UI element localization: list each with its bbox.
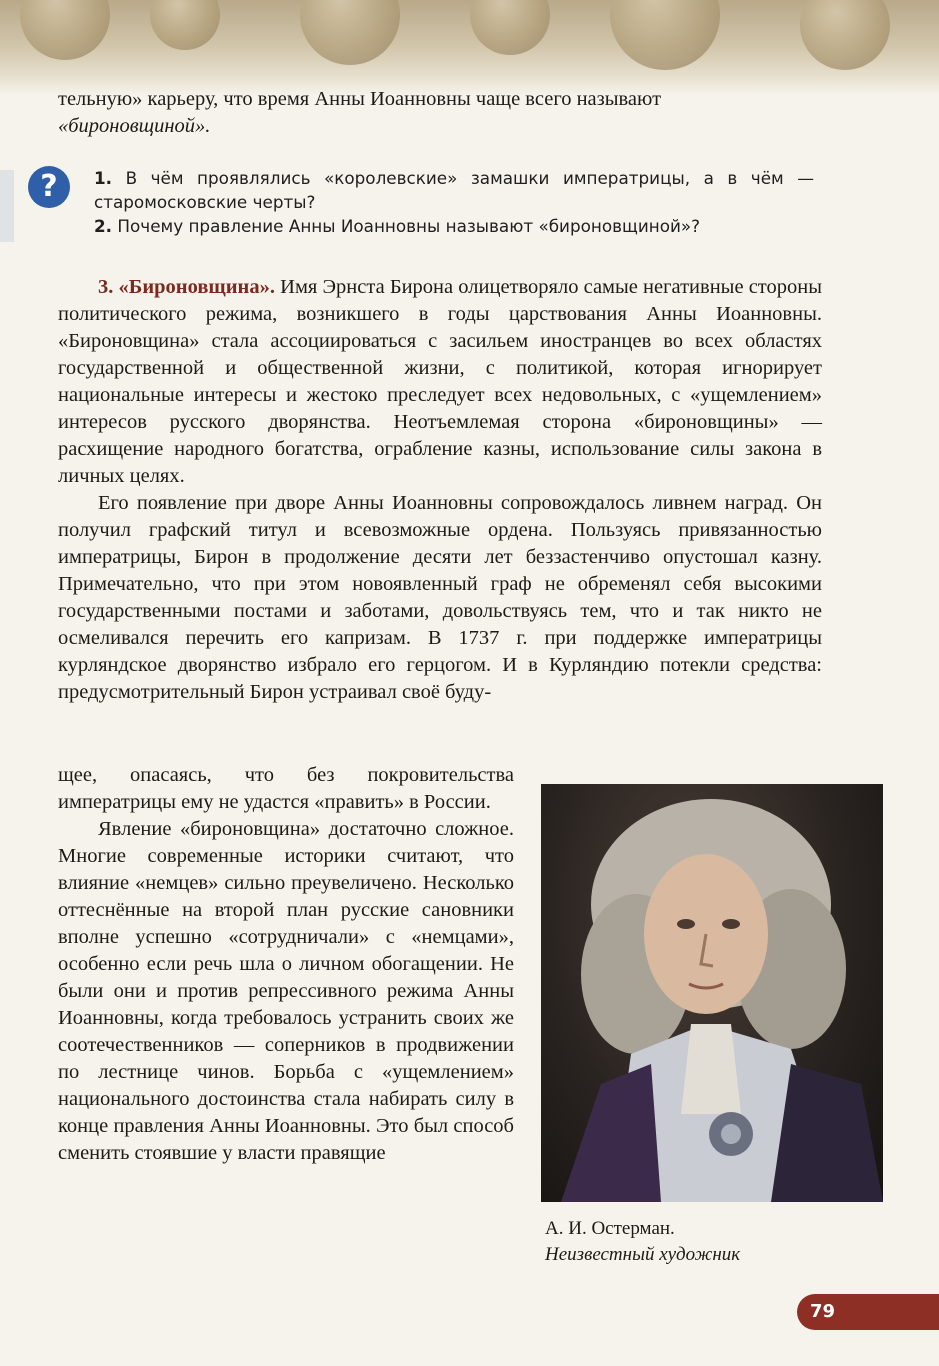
question-1 [94, 166, 814, 214]
side-margin-bar [0, 170, 14, 242]
narrow-column-text [58, 762, 514, 1167]
paragraph-3: Явление «бироновщина» достаточно сложное. Многие современные историки считают, что влияние «немцев» сильно преувеличено. Несколько оттеснённые на второй план русские сановники вполне успешно «сотрудничали» с «немцами», особенно если речь шла о личном обогащении. Не были они и против репрессивного режима Анны Иоанновны, когда требовалось устранить своих же соотечественников — соперников в продвижении по лестнице чинов. Борьба с «ущемлением» национального достоинства стала набирать силу в конце правления Анны Иоанновны. Это был способ сменить стоявшие у власти правящие [58, 818, 514, 1164]
continuation-line-2: «бироновщиной». [58, 115, 211, 137]
review-questions [94, 166, 814, 238]
continuation-text [58, 86, 822, 140]
paragraph-1-text: Имя Эрнста Бирона олицетворяло самые негативные стороны политического режима, возникшего в годы царствования Анны Иоанновны. «Бироновщина» стала ассоциироваться с засильем иностранцев во всех областях государственной и общественной жизни, с политикой, которая игнорирует национальные интересы и жестоко преследует всех недовольных, с «ущемлением» интересов русского дворянства. Неотъемлемая сторона «бироновщины» — расхищение народного богатства, ограбление казны, использование силы закона в личных целях. [58, 276, 822, 487]
question-2-text: Почему правление Анны Иоанновны называют «бироновщиной»? [117, 216, 701, 236]
paragraph-2-continuation: щее, опасаясь, что без покровительства императрицы ему не удастся «править» в России. [58, 764, 514, 813]
question-1-number: 1. [94, 168, 113, 188]
section-heading: 3. «Бироновщина». [98, 276, 275, 298]
question-2-number: 2. [94, 216, 113, 236]
question-1-text: В чём проявлялись «королевские» замашки императрицы, а в чём — старомосковские черты? [94, 168, 814, 212]
continuation-line-1: тельную» карьеру, что время Анны Иоанновны чаще всего называют [58, 88, 662, 110]
paragraph-1 [58, 274, 822, 490]
page-number: 79 [810, 1301, 836, 1322]
portrait-caption [545, 1216, 885, 1268]
section-body [58, 274, 822, 706]
question-2 [94, 214, 814, 238]
portrait-image [541, 784, 883, 1202]
decorative-coin-banner [0, 0, 939, 96]
question-icon: ? [28, 166, 70, 208]
portrait-drawing [541, 784, 883, 1202]
paragraph-2: Его появление при дворе Анны Иоанновны сопровождалось ливнем наград. Он получил графский титул и всевозможные ордена. Пользуясь привязанностью императрицы, Бирон в продолжение десяти лет беззастенчиво опустошал казну. Примечательно, что при этом новоявленный граф не обременял себя высокими государственными постами и заботами, довольствуясь тем, что и так никто не осмеливался перечить его капризам. В 1737 г. при поддержке императрицы курляндское дворянство избрало его герцогом. И в Курляндию потекли средства: предусмотрительный Бирон устраивал своё буду- [58, 492, 822, 703]
caption-name: А. И. Остерман. [545, 1218, 675, 1239]
caption-artist: Неизвестный художник [545, 1244, 741, 1265]
